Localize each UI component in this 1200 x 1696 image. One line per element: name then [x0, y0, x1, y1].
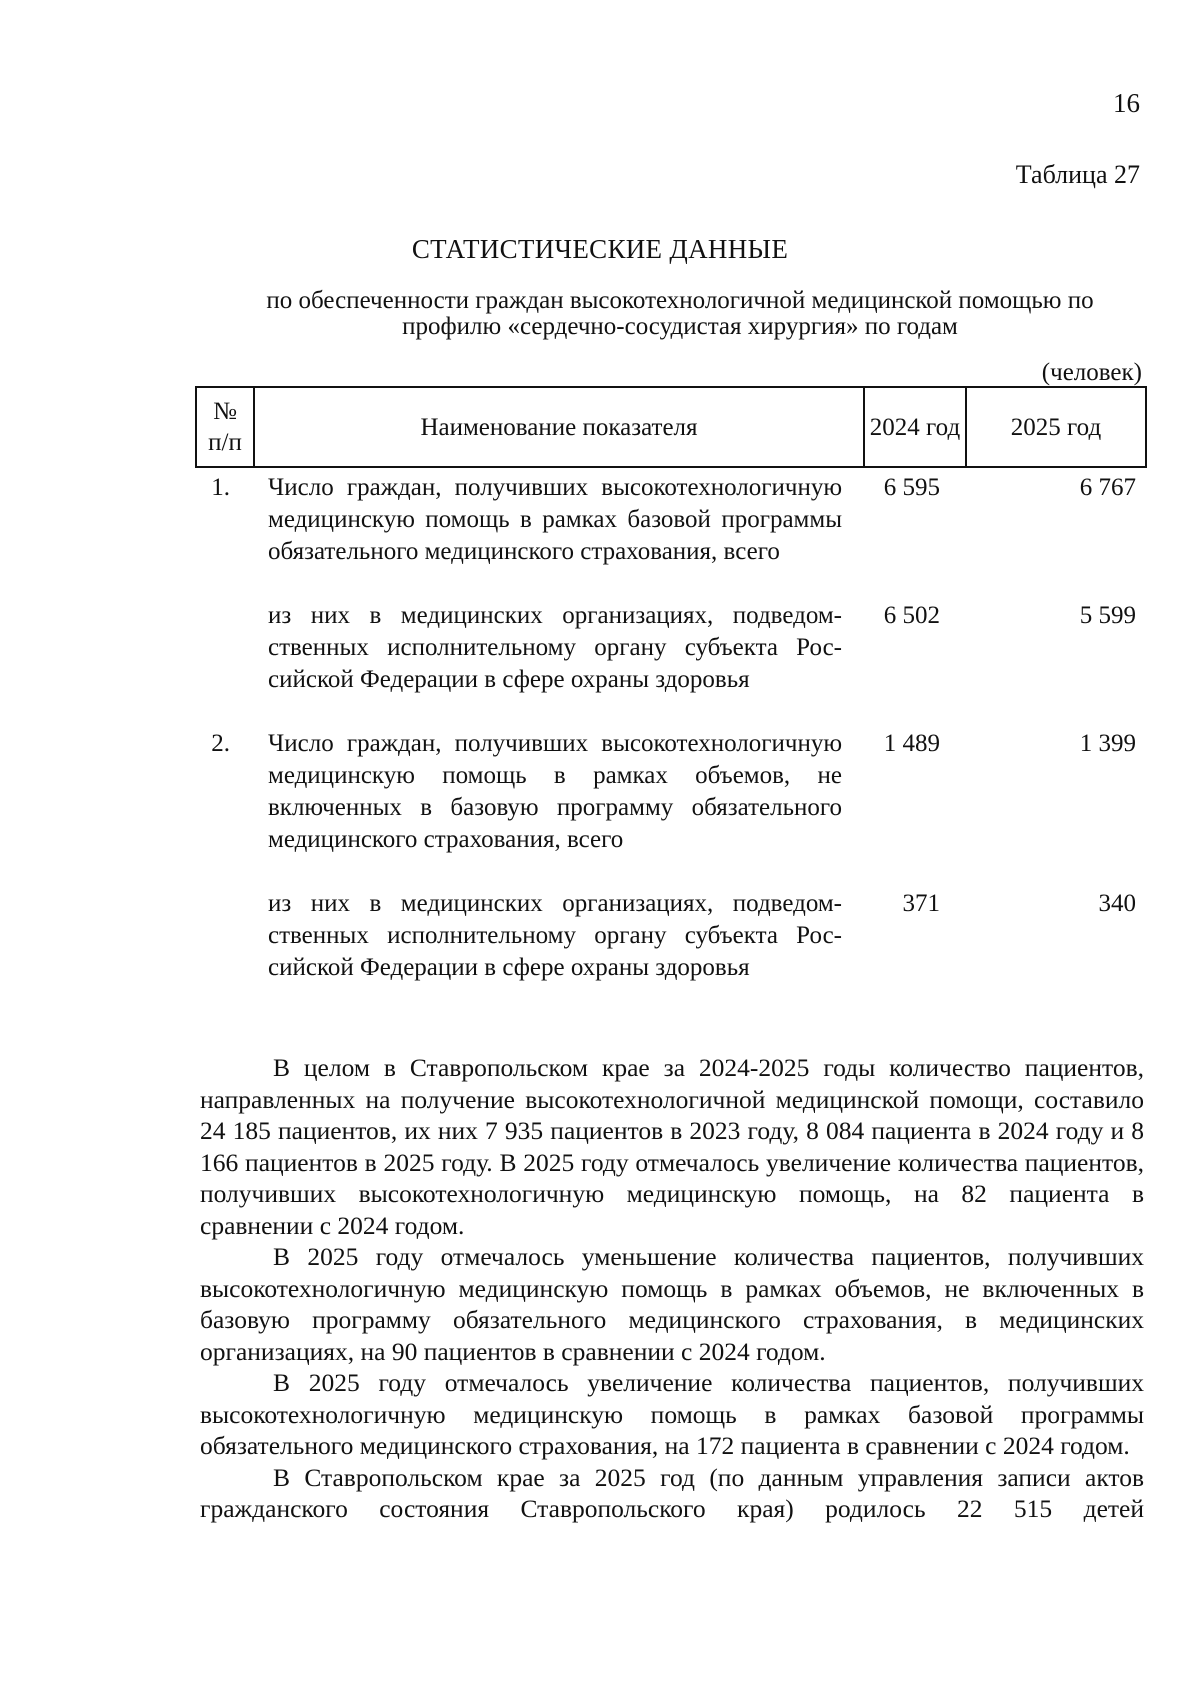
row-name: Число граждан, получивших высокотехнологичную медицинскую помощь в рамках объемов, не включенных в базовую программу обязательного медицинского страхования, всего	[268, 730, 842, 853]
row-value-2024: 6 595	[883, 474, 940, 501]
document-subtitle: по обеспеченности граждан высокотехнологичной медицинской помощью по профилю «сердечно-сосудистая хирургия» по годам	[266, 287, 1094, 340]
unit-label: (человек)	[1041, 359, 1142, 386]
row-num	[196, 600, 254, 728]
row-name: из них в медицинских организациях, подведомственных исполнительному органу субъекта Российской Федерации в сфере охраны здоровья	[268, 890, 842, 981]
document-title: СТАТИСТИЧЕСКИЕ ДАННЫЕ	[411, 234, 789, 264]
header-2025: 2025 год	[966, 387, 1146, 467]
row-value-2025: 5 599	[1079, 602, 1136, 629]
page-number: 16	[1113, 88, 1140, 118]
row-num: 1.	[211, 474, 230, 501]
row-value-2024: 371	[902, 890, 940, 917]
row-value-2025: 6 767	[1079, 474, 1136, 501]
header-2024: 2024 год	[864, 387, 966, 467]
row-value-2025: 340	[1098, 890, 1136, 917]
header-num: № п/п	[196, 387, 254, 467]
paragraph: В целом в Ставропольском крае за 2024-2025 годы количество пациентов, направленных на получение высокотехнологичной медицинской помощи, составило 24 185 пациентов, их них 7 935 пациентов в 2023 году, 8 084 пациента в 2024 году и 8 166 пациентов в 2025 году. В 2025 году отмечалось увеличение количества пациентов, получивших высокотехнологичную медицинскую помощь, на 82 пациента в сравнении с 2024 годом.	[200, 1053, 1144, 1240]
table-row	[196, 728, 1146, 888]
paragraph: В 2025 году отмечалось уменьшение количества пациентов, получивших высокотехнологичную медицинскую помощь в рамках объемов, не включенных в базовую программу обязательного медицинского страхования, в медицинских организациях, на 90 пациентов в сравнении с 2024 годом.	[200, 1242, 1144, 1366]
statistics-table	[195, 386, 1147, 984]
table-label: Таблица 27	[1015, 160, 1140, 189]
paragraph: В 2025 году отмечалось увеличение количества пациентов, получивших высокотехнологичную медицинскую помощь в рамках базовой программы обязательного медицинского страхования, на 172 пациента в сравнении с 2024 годом.	[200, 1368, 1144, 1460]
row-value-2025: 1 399	[1079, 730, 1136, 757]
body-text	[200, 1052, 1144, 1525]
row-value-2024: 6 502	[883, 602, 940, 629]
table-row	[196, 467, 1146, 600]
row-num	[196, 888, 254, 984]
row-num: 2.	[211, 730, 230, 757]
row-name: из них в медицинских организациях, подведомственных исполнительному органу субъекта Российской Федерации в сфере охраны здоровья	[268, 602, 842, 693]
paragraph: В Ставропольском крае за 2025 год (по данным управления записи актов гражданского состояния Ставропольского края) родилось 22 515 детей	[200, 1462, 1144, 1523]
row-value-2024: 1 489	[883, 730, 940, 757]
row-name: Число граждан, получивших высокотехнологичную медицинскую помощь в рамках базовой программы обязательного медицинского страхования, всего	[268, 474, 842, 565]
table-header-row	[196, 387, 1146, 467]
table-row	[196, 888, 1146, 984]
header-name: Наименование показателя	[254, 387, 864, 467]
table-row	[196, 600, 1146, 728]
